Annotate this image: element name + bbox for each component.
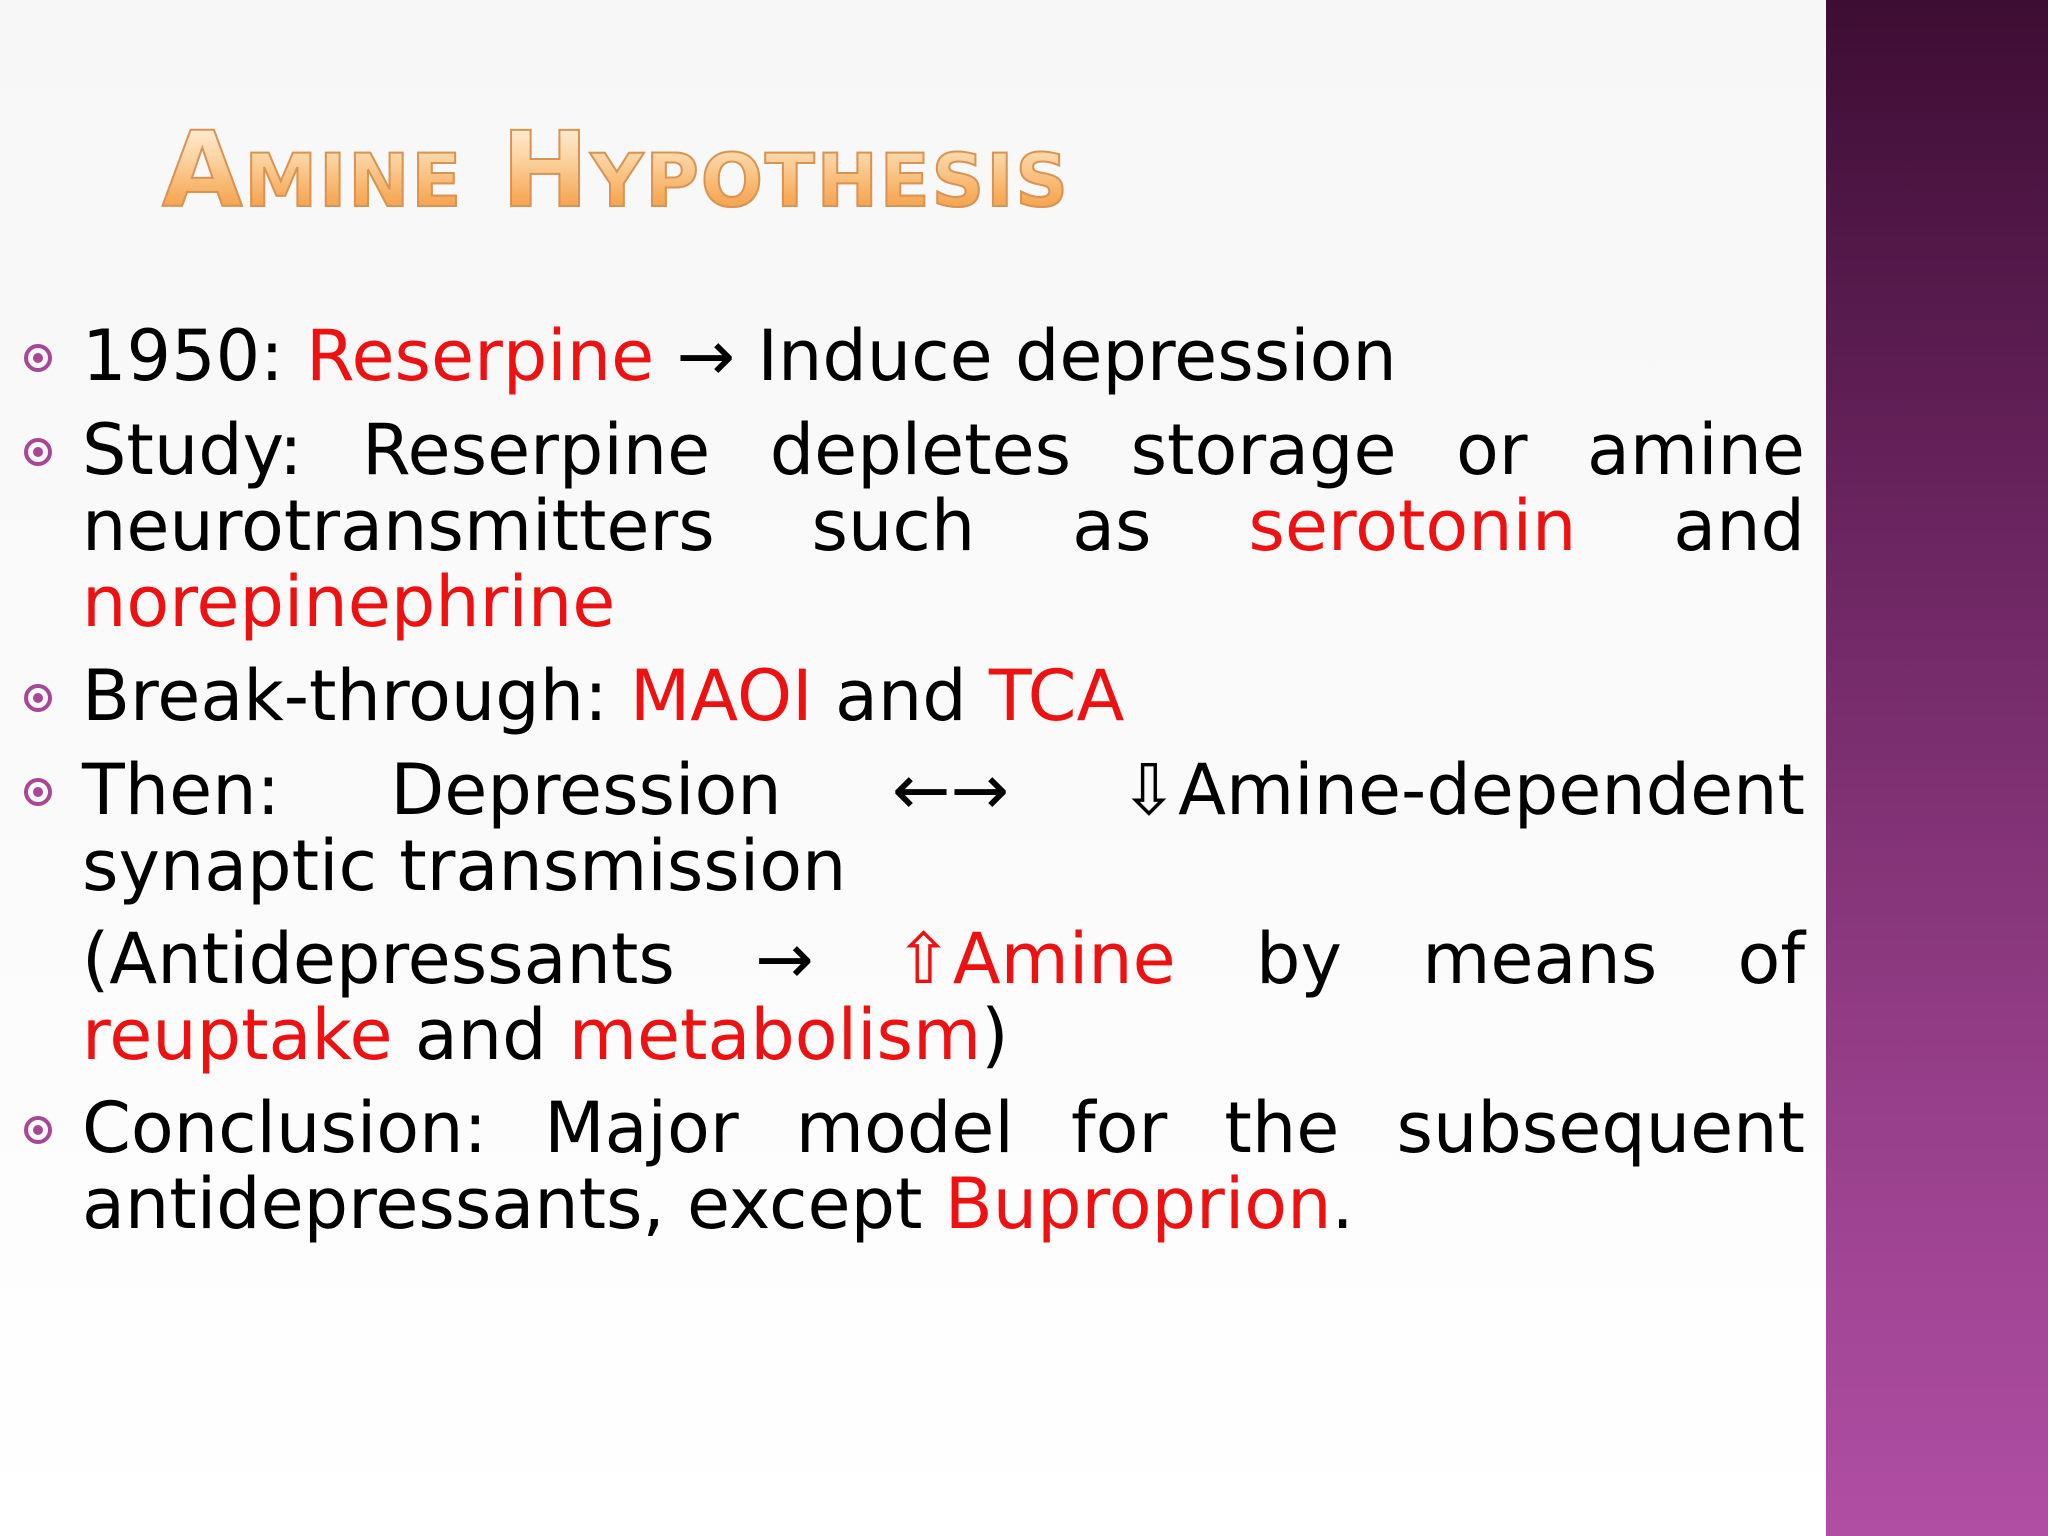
highlight-term: reuptake (82, 994, 393, 1076)
decorative-side-bar (1826, 0, 2048, 1536)
list-item-1950 (82, 315, 1805, 397)
list-item-then (82, 749, 1805, 907)
circled-dot-bullet-icon (24, 438, 52, 466)
list-item-study (82, 409, 1805, 643)
list-item-break-through (82, 655, 1805, 737)
circled-dot-bullet-icon (24, 778, 52, 806)
highlight-term: norepinephrine (82, 561, 616, 643)
item-text: and (812, 655, 989, 737)
item-text: Then: Depression ←→ ⇩Amine-dependent synaptic transmission (82, 749, 1805, 907)
list-item-conclusion (82, 1087, 1805, 1245)
bullet-list (82, 315, 1805, 1245)
item-text: ) (981, 994, 1009, 1076)
slide-title: Amine Hypothesis (162, 109, 1070, 231)
circled-dot-bullet-icon (24, 344, 52, 372)
highlight-term: Buproprion (944, 1163, 1332, 1245)
circled-dot-bullet-icon (24, 1116, 52, 1144)
circled-dot-bullet-icon (24, 684, 52, 712)
highlight-term: TCA (988, 655, 1125, 737)
item-text: Break-through: (82, 655, 630, 737)
highlight-term: Reserpine (305, 315, 655, 397)
item-text: Study: Reserpine depletes storage or amine neurotransmitters such as (82, 409, 1805, 567)
highlight-term: serotonin (1248, 485, 1577, 567)
item-text: (Antidepressants → (82, 918, 895, 1000)
item-text: and (392, 994, 569, 1076)
item-text: and (1576, 485, 1805, 567)
item-text: 1950: (82, 315, 306, 397)
highlight-term: ⇧Amine (894, 918, 1176, 1000)
highlight-term: MAOI (629, 655, 813, 737)
item-text: Conclusion: Major model for the subsequent antidepressants, except (82, 1087, 1805, 1245)
highlight-term: metabolism (568, 994, 982, 1076)
item-text: . (1331, 1163, 1354, 1245)
item-text: → Induce depression (654, 315, 1397, 397)
item-text: by means of (1175, 918, 1805, 1000)
list-item-antidepressants-note (82, 918, 1805, 1076)
